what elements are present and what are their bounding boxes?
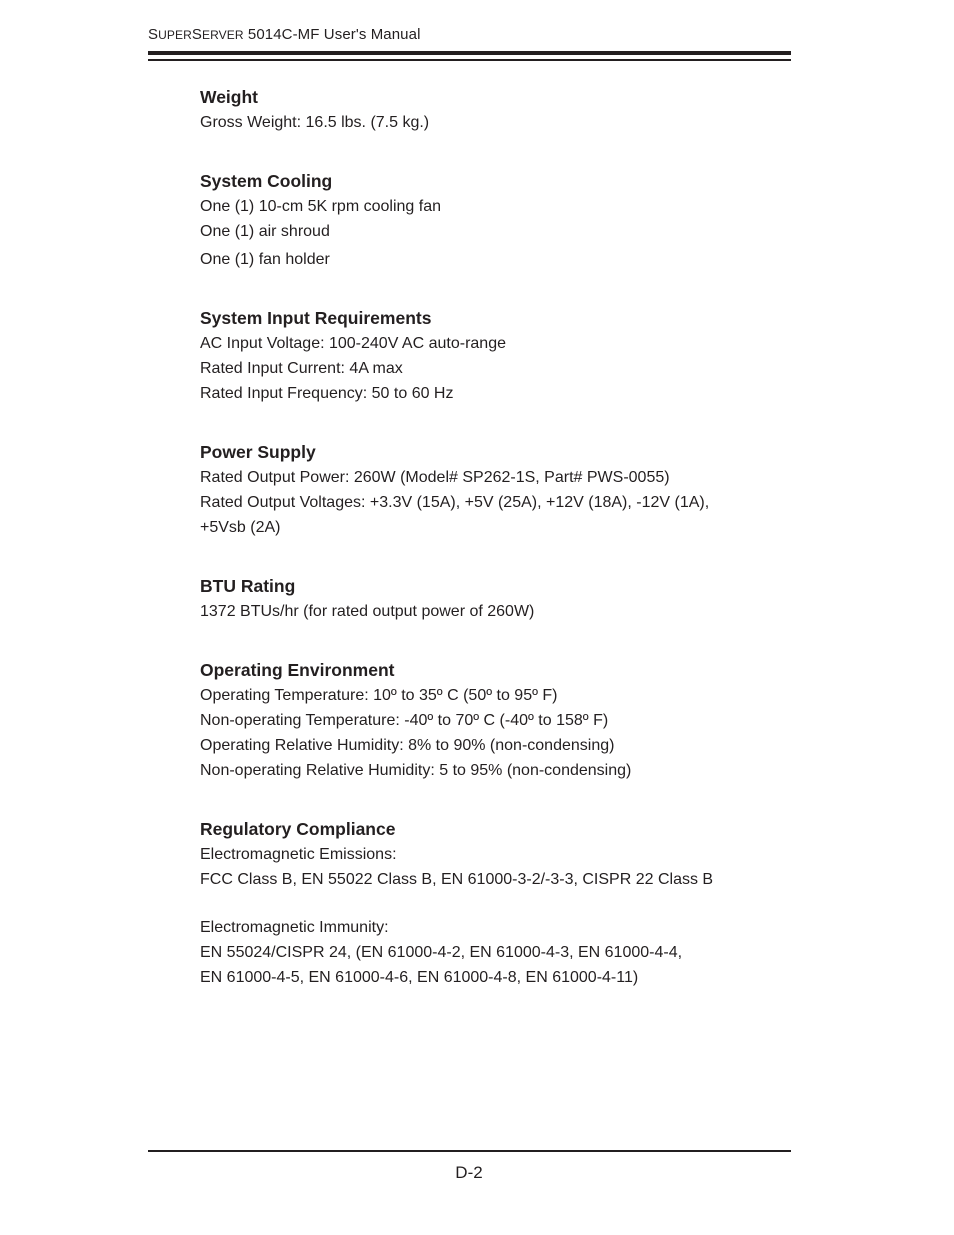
section-system-input — [200, 305, 780, 406]
spec-line: EN 61000-4-5, EN 61000-4-6, EN 61000-4-8, EN 61000-4-11) — [200, 969, 639, 986]
running-header — [148, 26, 421, 43]
section-title: Power Supply — [200, 442, 316, 462]
spec-line: +5Vsb (2A) — [200, 519, 281, 536]
spec-line: One (1) fan holder — [200, 251, 330, 268]
section-regulatory-compliance — [200, 816, 780, 990]
spec-line: Electromagnetic Emissions: — [200, 846, 397, 863]
spec-line: Rated Input Frequency: 50 to 60 Hz — [200, 385, 454, 402]
spec-line: Operating Relative Humidity: 8% to 90% (non-condensing) — [200, 737, 615, 754]
spec-line: FCC Class B, EN 55022 Class B, EN 61000-3-2/-3-3, CISPR 22 Class B — [200, 871, 714, 888]
spec-line: Rated Output Voltages: +3.3V (15A), +5V (25A), +12V (18A), -12V (1A), — [200, 494, 710, 511]
spec-line: Operating Temperature: 10º to 35º C (50º to 95º F) — [200, 687, 558, 704]
spec-content — [200, 84, 780, 1023]
section-title: System Input Requirements — [200, 308, 432, 328]
header-cap-2: S — [191, 26, 202, 43]
section-title: System Cooling — [200, 171, 333, 191]
spec-line: Non-operating Temperature: -40º to 70º C (-40º to 158º F) — [200, 712, 609, 729]
paragraph-gap — [200, 892, 780, 915]
spec-line: Gross Weight: 16.5 lbs. (7.5 kg.) — [200, 114, 430, 131]
header-cap-1: S — [148, 26, 159, 43]
header-smallcaps-1: UPER — [158, 28, 192, 42]
section-title: Operating Environment — [200, 660, 395, 680]
spec-line: EN 55024/CISPR 24, (EN 61000-4-2, EN 61000-4-3, EN 61000-4-4, — [200, 944, 683, 961]
spec-line: Non-operating Relative Humidity: 5 to 95% (non-condensing) — [200, 762, 632, 779]
section-title: BTU Rating — [200, 576, 296, 596]
section-system-cooling — [200, 168, 780, 272]
spec-line: One (1) air shroud — [200, 223, 330, 240]
section-btu-rating — [200, 573, 780, 624]
spec-line: One (1) 10-cm 5K rpm cooling fan — [200, 198, 441, 215]
section-weight — [200, 84, 780, 135]
spec-line: Rated Output Power: 260W (Model# SP262-1S, Part# PWS-0055) — [200, 469, 670, 486]
section-operating-environment — [200, 657, 780, 783]
spec-line: 1372 BTUs/hr (for rated output power of 260W) — [200, 603, 535, 620]
spec-line: Rated Input Current: 4A max — [200, 360, 403, 377]
section-power-supply — [200, 439, 780, 540]
section-title: Regulatory Compliance — [200, 819, 396, 839]
header-rule-thick — [148, 51, 791, 55]
header-title-rest: 5014C-MF User's Manual — [243, 26, 421, 43]
page-number: D-2 — [455, 1163, 483, 1182]
footer-rule — [148, 1150, 791, 1152]
section-title: Weight — [200, 87, 259, 107]
spec-line: AC Input Voltage: 100-240V AC auto-range — [200, 335, 506, 352]
spec-line: Electromagnetic Immunity: — [200, 919, 389, 936]
header-smallcaps-2: ERVER — [201, 28, 244, 42]
header-rule-thin — [148, 59, 791, 61]
